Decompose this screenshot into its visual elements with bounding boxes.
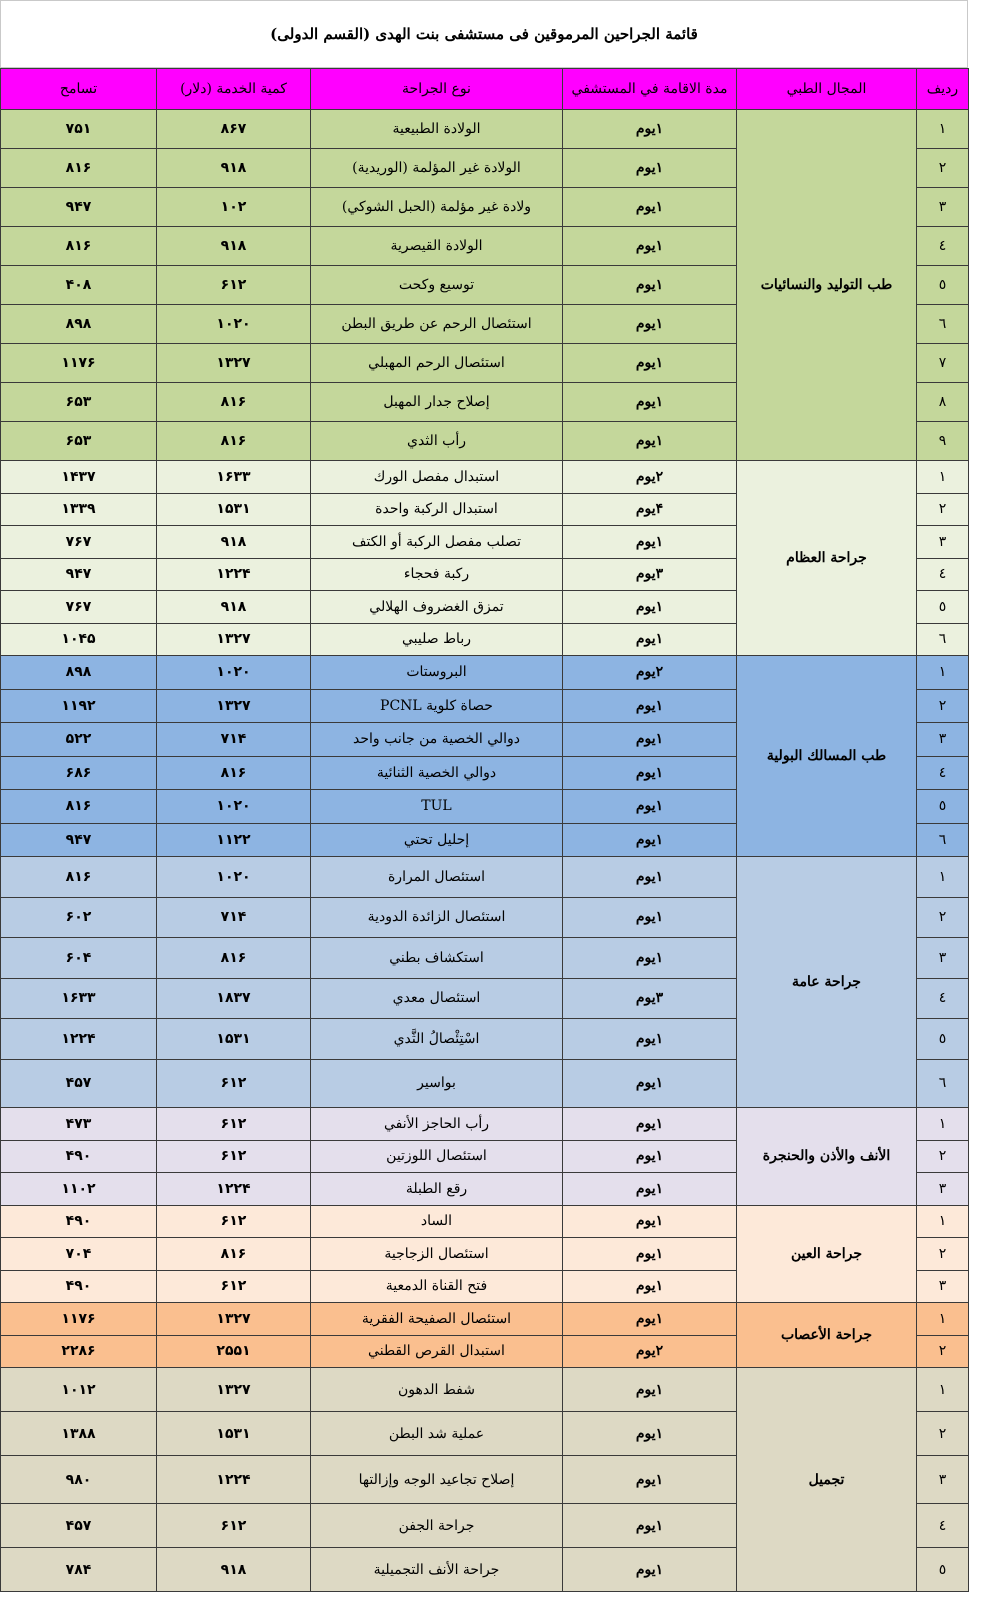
stay-duration: ١يوم: [563, 110, 737, 149]
discount-price: ۱۴۳۷: [1, 461, 157, 494]
discount-price: ۷۶۷: [1, 591, 157, 624]
service-price: ۶۱۲: [157, 1205, 311, 1238]
stay-duration: ١يوم: [563, 1059, 737, 1108]
procedure-name: فتح القناة الدمعية: [311, 1270, 563, 1303]
stay-duration: ١يوم: [563, 149, 737, 188]
medical-field-cell: جراحة الأعصاب: [737, 1303, 917, 1368]
medical-field-cell: طب المسالك البولية: [737, 656, 917, 857]
service-price: ۱۵۳۱: [157, 493, 311, 526]
procedure-name: استبدال القرص القطني: [311, 1335, 563, 1368]
row-index: ٤: [917, 756, 969, 790]
medical-field-cell: جراحة عامة: [737, 857, 917, 1108]
procedure-name: استبدال الركبة واحدة: [311, 493, 563, 526]
stay-duration: ١يوم: [563, 305, 737, 344]
stay-duration: ١يوم: [563, 1108, 737, 1141]
service-price: ۷۱۴: [157, 897, 311, 938]
discount-price: ۹۴۷: [1, 188, 157, 227]
service-price: ۱۵۳۱: [157, 1412, 311, 1456]
procedure-name: تصلب مفصل الركبة أو الكتف: [311, 526, 563, 559]
service-price: ۸۶۷: [157, 110, 311, 149]
stay-duration: ۴يوم: [563, 493, 737, 526]
procedure-name: الولادة غير المؤلمة (الوريدية): [311, 149, 563, 188]
row-index: ٤: [917, 978, 969, 1019]
page-title: قائمة الجراحين المرموقين فى مستشفى بنت الهدى (القسم الدولى): [0, 0, 968, 68]
row-index: ٧: [917, 344, 969, 383]
discount-price: ۶۵۳: [1, 422, 157, 461]
service-price: ۱۲۲۴: [157, 1456, 311, 1504]
stay-duration: ١يوم: [563, 857, 737, 898]
procedure-name: استئصال الرحم عن طريق البطن: [311, 305, 563, 344]
discount-price: ۱۱۷۶: [1, 1303, 157, 1336]
discount-price: ۹۸۰: [1, 1456, 157, 1504]
service-price: ۱۳۲۷: [157, 1303, 311, 1336]
service-price: ۱۰۲۰: [157, 857, 311, 898]
procedure-name: إصلاح جدار المهبل: [311, 383, 563, 422]
stay-duration: ٢يوم: [563, 461, 737, 494]
procedure-name: ولادة غير مؤلمة (الحبل الشوكي): [311, 188, 563, 227]
stay-duration: ١يوم: [563, 823, 737, 857]
header-price: كمية الخدمة (دلار): [157, 69, 311, 110]
row-index: ٥: [917, 1019, 969, 1060]
table-row: [1, 857, 969, 898]
stay-duration: ١يوم: [563, 227, 737, 266]
discount-price: ۷۶۷: [1, 526, 157, 559]
procedure-name: الولادة القيصرية: [311, 227, 563, 266]
discount-price: ۲۲۸۶: [1, 1335, 157, 1368]
service-price: ۱۵۳۱: [157, 1019, 311, 1060]
discount-price: ۸۱۶: [1, 790, 157, 824]
stay-duration: ١يوم: [563, 1205, 737, 1238]
procedure-name: رأب الثدي: [311, 422, 563, 461]
service-price: ۱۳۲۷: [157, 1368, 311, 1412]
medical-field-cell: جراحة العين: [737, 1205, 917, 1303]
table-row: [1, 110, 969, 149]
procedure-name: الولادة الطبيعية: [311, 110, 563, 149]
service-price: ۹۱۸: [157, 227, 311, 266]
discount-price: ۱۶۳۳: [1, 978, 157, 1019]
discount-price: ۱۱۷۶: [1, 344, 157, 383]
row-index: ٩: [917, 422, 969, 461]
row-index: ٤: [917, 1504, 969, 1548]
procedure-name: دوالي الخصية من جانب واحد: [311, 723, 563, 757]
service-price: ۱۶۳۳: [157, 461, 311, 494]
service-price: ۸۱۶: [157, 756, 311, 790]
row-index: ٦: [917, 823, 969, 857]
procedure-name: ركبة فحجاء: [311, 558, 563, 591]
procedure-name: TUL: [311, 790, 563, 824]
procedure-name: استئصال الزجاجية: [311, 1238, 563, 1271]
discount-price: ۱۱۰۲: [1, 1173, 157, 1206]
discount-price: ۱۳۸۸: [1, 1412, 157, 1456]
stay-duration: ٣يوم: [563, 558, 737, 591]
service-price: ۹۱۸: [157, 1548, 311, 1592]
procedure-name: رقع الطبلة: [311, 1173, 563, 1206]
discount-price: ۶۵۳: [1, 383, 157, 422]
stay-duration: ٢يوم: [563, 1335, 737, 1368]
discount-price: ۶۸۶: [1, 756, 157, 790]
table-row: [1, 656, 969, 690]
stay-duration: ١يوم: [563, 897, 737, 938]
row-index: ٢: [917, 1335, 969, 1368]
service-price: ۱۰۲: [157, 188, 311, 227]
service-price: ۷۱۴: [157, 723, 311, 757]
procedure-name: البروستات: [311, 656, 563, 690]
row-index: ٢: [917, 1140, 969, 1173]
service-price: ۸۱۶: [157, 383, 311, 422]
discount-price: ۱۰۱۲: [1, 1368, 157, 1412]
discount-price: ۸۹۸: [1, 305, 157, 344]
discount-price: ۶۰۲: [1, 897, 157, 938]
stay-duration: ١يوم: [563, 526, 737, 559]
discount-price: ۴۰۸: [1, 266, 157, 305]
discount-price: ۸۹۸: [1, 656, 157, 690]
row-index: ٢: [917, 1238, 969, 1271]
service-price: ۶۱۲: [157, 1108, 311, 1141]
service-price: ۶۱۲: [157, 1140, 311, 1173]
procedure-name: رأب الحاجز الأنفي: [311, 1108, 563, 1141]
stay-duration: ١يوم: [563, 938, 737, 979]
discount-price: ۵۲۲: [1, 723, 157, 757]
service-price: ۹۱۸: [157, 149, 311, 188]
service-price: ۸۱۶: [157, 422, 311, 461]
stay-duration: ١يوم: [563, 1548, 737, 1592]
discount-price: ۸۱۶: [1, 149, 157, 188]
table-body: [1, 110, 969, 1592]
table-row: [1, 461, 969, 494]
header-field: المجال الطبي: [737, 69, 917, 110]
service-price: ۶۱۲: [157, 266, 311, 305]
procedure-name: استئصال الصفيحة الفقرية: [311, 1303, 563, 1336]
discount-price: ۱۳۳۹: [1, 493, 157, 526]
procedure-name: عملية شد البطن: [311, 1412, 563, 1456]
table-row: [1, 1205, 969, 1238]
row-index: ٥: [917, 591, 969, 624]
row-index: ٢: [917, 493, 969, 526]
discount-price: ۱۰۴۵: [1, 623, 157, 656]
discount-price: ۶۰۴: [1, 938, 157, 979]
service-price: ۸۱۶: [157, 938, 311, 979]
procedure-name: شفط الدهون: [311, 1368, 563, 1412]
stay-duration: ٢يوم: [563, 656, 737, 690]
row-index: ٣: [917, 938, 969, 979]
table-row: [1, 1368, 969, 1412]
row-index: ٢: [917, 1412, 969, 1456]
service-price: ۱۰۲۰: [157, 656, 311, 690]
row-index: ٨: [917, 383, 969, 422]
service-price: ۲۵۵۱: [157, 1335, 311, 1368]
row-index: ٣: [917, 1456, 969, 1504]
discount-price: ۷۸۴: [1, 1548, 157, 1592]
header-index: رديف: [917, 69, 969, 110]
discount-price: ۴۵۷: [1, 1504, 157, 1548]
service-price: ۱۸۳۷: [157, 978, 311, 1019]
stay-duration: ١يوم: [563, 689, 737, 723]
row-index: ١: [917, 1108, 969, 1141]
row-index: ٥: [917, 790, 969, 824]
table-row: [1, 1303, 969, 1336]
stay-duration: ١يوم: [563, 344, 737, 383]
row-index: ٣: [917, 1270, 969, 1303]
procedure-name: استكشاف بطني: [311, 938, 563, 979]
procedure-name: إحليل تحتي: [311, 823, 563, 857]
discount-price: ۴۹۰: [1, 1140, 157, 1173]
service-price: ۱۳۲۷: [157, 344, 311, 383]
stay-duration: ١يوم: [563, 756, 737, 790]
procedure-name: استئصال الزائدة الدودية: [311, 897, 563, 938]
service-price: ۱۳۲۷: [157, 623, 311, 656]
procedure-name: حصاة كلوية PCNL: [311, 689, 563, 723]
discount-price: ۷۰۴: [1, 1238, 157, 1271]
service-price: ۶۱۲: [157, 1270, 311, 1303]
discount-price: ۱۲۲۴: [1, 1019, 157, 1060]
stay-duration: ١يوم: [563, 623, 737, 656]
procedure-name: استئصال اللوزتين: [311, 1140, 563, 1173]
row-index: ٢: [917, 897, 969, 938]
header-row: [1, 69, 969, 110]
stay-duration: ١يوم: [563, 1173, 737, 1206]
row-index: ٣: [917, 1173, 969, 1206]
procedure-name: جراحة الجفن: [311, 1504, 563, 1548]
stay-duration: ١يوم: [563, 266, 737, 305]
stay-duration: ١يوم: [563, 188, 737, 227]
discount-price: ۹۴۷: [1, 558, 157, 591]
header-procedure: نوع الجراحة: [311, 69, 563, 110]
procedure-name: استئصال معدي: [311, 978, 563, 1019]
medical-field-cell: الأنف والأذن والحنجرة: [737, 1108, 917, 1206]
service-price: ۶۱۲: [157, 1059, 311, 1108]
row-index: ٥: [917, 266, 969, 305]
service-price: ۹۱۸: [157, 591, 311, 624]
row-index: ١: [917, 1205, 969, 1238]
procedure-name: استبدال مفصل الورك: [311, 461, 563, 494]
medical-field-cell: جراحة العظام: [737, 461, 917, 656]
row-index: ٢: [917, 689, 969, 723]
stay-duration: ١يوم: [563, 1019, 737, 1060]
discount-price: ۱۱۹۲: [1, 689, 157, 723]
service-price: ۱۳۲۷: [157, 689, 311, 723]
procedure-name: توسيع وكحت: [311, 266, 563, 305]
discount-price: ۸۱۶: [1, 857, 157, 898]
row-index: ٢: [917, 149, 969, 188]
service-price: ۱۰۲۰: [157, 790, 311, 824]
discount-price: ۴۵۷: [1, 1059, 157, 1108]
stay-duration: ١يوم: [563, 1303, 737, 1336]
stay-duration: ١يوم: [563, 723, 737, 757]
stay-duration: ١يوم: [563, 790, 737, 824]
stay-duration: ١يوم: [563, 1270, 737, 1303]
procedure-name: استئصال المرارة: [311, 857, 563, 898]
row-index: ٤: [917, 558, 969, 591]
surgery-table: [0, 68, 969, 1592]
row-index: ٣: [917, 526, 969, 559]
discount-price: ۴۷۳: [1, 1108, 157, 1141]
row-index: ١: [917, 110, 969, 149]
stay-duration: ١يوم: [563, 1368, 737, 1412]
row-index: ٣: [917, 723, 969, 757]
procedure-name: تمزق الغضروف الهلالي: [311, 591, 563, 624]
stay-duration: ١يوم: [563, 1456, 737, 1504]
stay-duration: ١يوم: [563, 1238, 737, 1271]
header-stay: مدة الاقامة في المستشفي: [563, 69, 737, 110]
service-price: ۱۱۲۲: [157, 823, 311, 857]
stay-duration: ١يوم: [563, 422, 737, 461]
procedure-name: بواسير: [311, 1059, 563, 1108]
procedure-name: استئصال الرحم المهبلي: [311, 344, 563, 383]
discount-price: ۴۹۰: [1, 1205, 157, 1238]
row-index: ١: [917, 656, 969, 690]
procedure-name: دوالي الخصية الثنائية: [311, 756, 563, 790]
discount-price: ۷۵۱: [1, 110, 157, 149]
stay-duration: ١يوم: [563, 383, 737, 422]
service-price: ۸۱۶: [157, 1238, 311, 1271]
stay-duration: ١يوم: [563, 591, 737, 624]
procedure-name: اسْتِئْصالُ الثَّدي: [311, 1019, 563, 1060]
medical-field-cell: تجميل: [737, 1368, 917, 1592]
row-index: ٦: [917, 623, 969, 656]
service-price: ۱۲۲۴: [157, 558, 311, 591]
service-price: ۱۲۲۴: [157, 1173, 311, 1206]
row-index: ١: [917, 1368, 969, 1412]
stay-duration: ١يوم: [563, 1412, 737, 1456]
medical-field-cell: طب التوليد والنسائيات: [737, 110, 917, 461]
row-index: ٤: [917, 227, 969, 266]
procedure-name: إصلاح تجاعيد الوجه وإزالتها: [311, 1456, 563, 1504]
stay-duration: ١يوم: [563, 1504, 737, 1548]
stay-duration: ٣يوم: [563, 978, 737, 1019]
row-index: ٦: [917, 1059, 969, 1108]
stay-duration: ١يوم: [563, 1140, 737, 1173]
header-discount: تسامح: [1, 69, 157, 110]
row-index: ٣: [917, 188, 969, 227]
row-index: ١: [917, 857, 969, 898]
procedure-name: جراحة الأنف التجميلية: [311, 1548, 563, 1592]
row-index: ١: [917, 461, 969, 494]
discount-price: ۹۴۷: [1, 823, 157, 857]
discount-price: ۴۹۰: [1, 1270, 157, 1303]
row-index: ١: [917, 1303, 969, 1336]
service-price: ۶۱۲: [157, 1504, 311, 1548]
service-price: ۹۱۸: [157, 526, 311, 559]
table-row: [1, 1108, 969, 1141]
discount-price: ۸۱۶: [1, 227, 157, 266]
procedure-name: الساد: [311, 1205, 563, 1238]
procedure-name: رباط صليبي: [311, 623, 563, 656]
row-index: ٥: [917, 1548, 969, 1592]
service-price: ۱۰۲۰: [157, 305, 311, 344]
row-index: ٦: [917, 305, 969, 344]
